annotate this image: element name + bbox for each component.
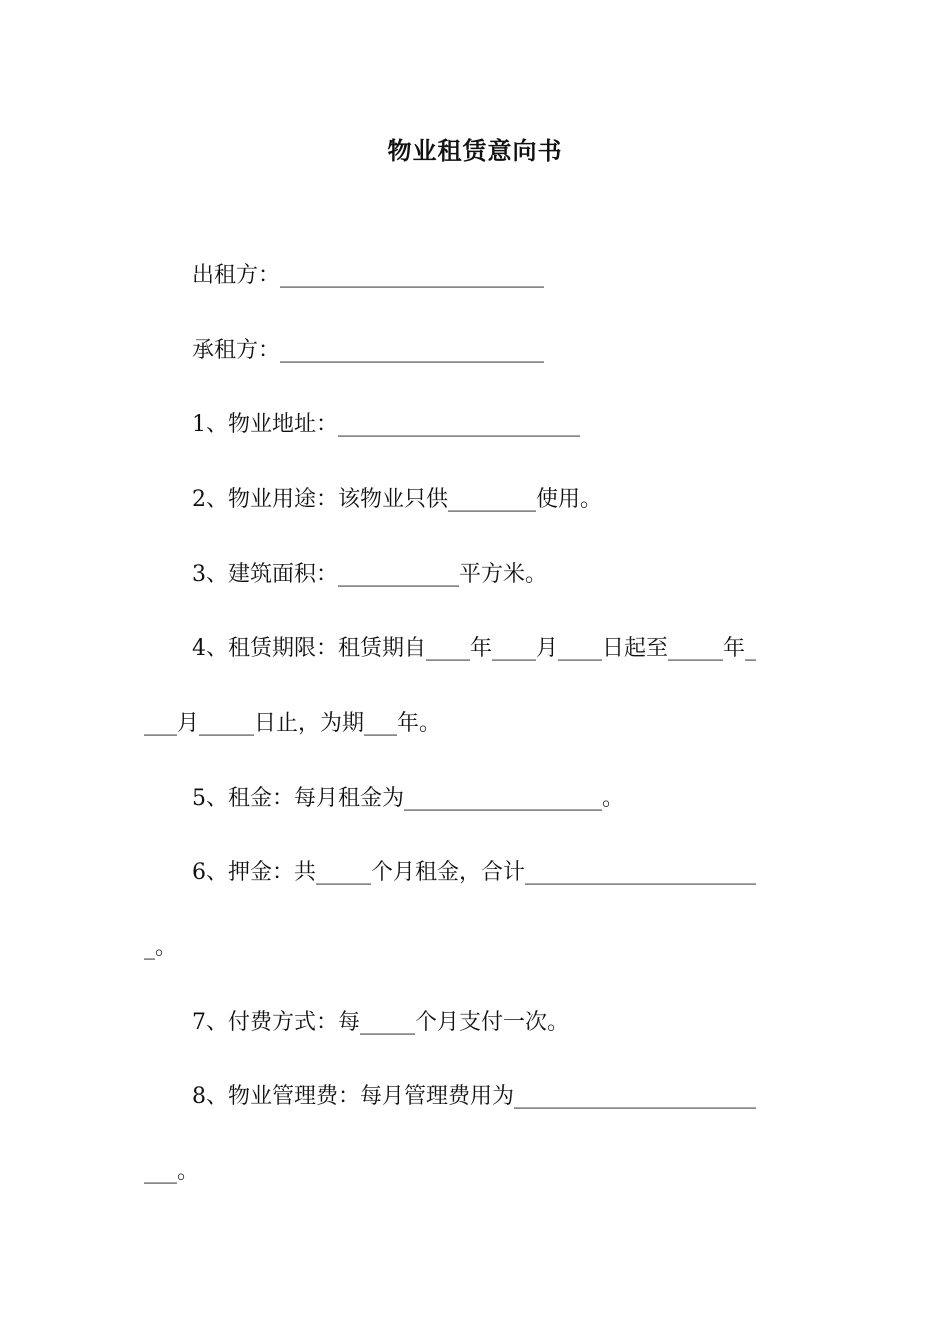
clause-7-payment — [0, 1003, 950, 1043]
lessor-line — [0, 256, 950, 296]
clause-6-deposit — [0, 853, 950, 893]
clause-8-text-continued: ___。 — [144, 1159, 200, 1184]
clause-2-text: 2、物业用途：该物业只供________使用。 — [192, 487, 602, 512]
clause-3-area — [0, 555, 950, 595]
lessor-text: 出租方：________________________ — [192, 263, 545, 288]
clause-3-text: 3、建筑面积：___________平方米。 — [192, 562, 547, 587]
clause-4-term — [0, 629, 950, 669]
clause-6-deposit-continued — [0, 928, 950, 968]
clause-5-text: 5、租金：每月租金为__________________。 — [192, 786, 624, 811]
clause-4-text-continued: ___月_____日止，为期___年。 — [144, 711, 442, 736]
clause-4-term-continued — [0, 704, 950, 744]
lessee-text: 承租方：________________________ — [192, 338, 545, 363]
clause-1-address — [0, 405, 950, 445]
document-title: 物业租赁意向书 — [387, 136, 563, 165]
clause-6-text: 6、押金：共_____个月租金，合计_____________________ — [192, 860, 756, 885]
clause-5-rent — [0, 779, 950, 819]
clause-8-text: 8、物业管理费：每月管理费用为______________________ — [192, 1084, 756, 1109]
clause-2-usage — [0, 480, 950, 520]
clause-4-text: 4、租赁期限：租赁期自____年____月____日起至_____年_ — [192, 636, 756, 661]
clause-8-management-fee-continued — [0, 1152, 950, 1192]
clause-7-text: 7、付费方式：每_____个月支付一次。 — [192, 1010, 569, 1035]
clause-8-management-fee — [0, 1077, 950, 1117]
clause-6-text-continued: _。 — [144, 935, 178, 960]
clause-1-text: 1、物业地址：______________________ — [192, 412, 580, 437]
lessee-line — [0, 331, 950, 371]
